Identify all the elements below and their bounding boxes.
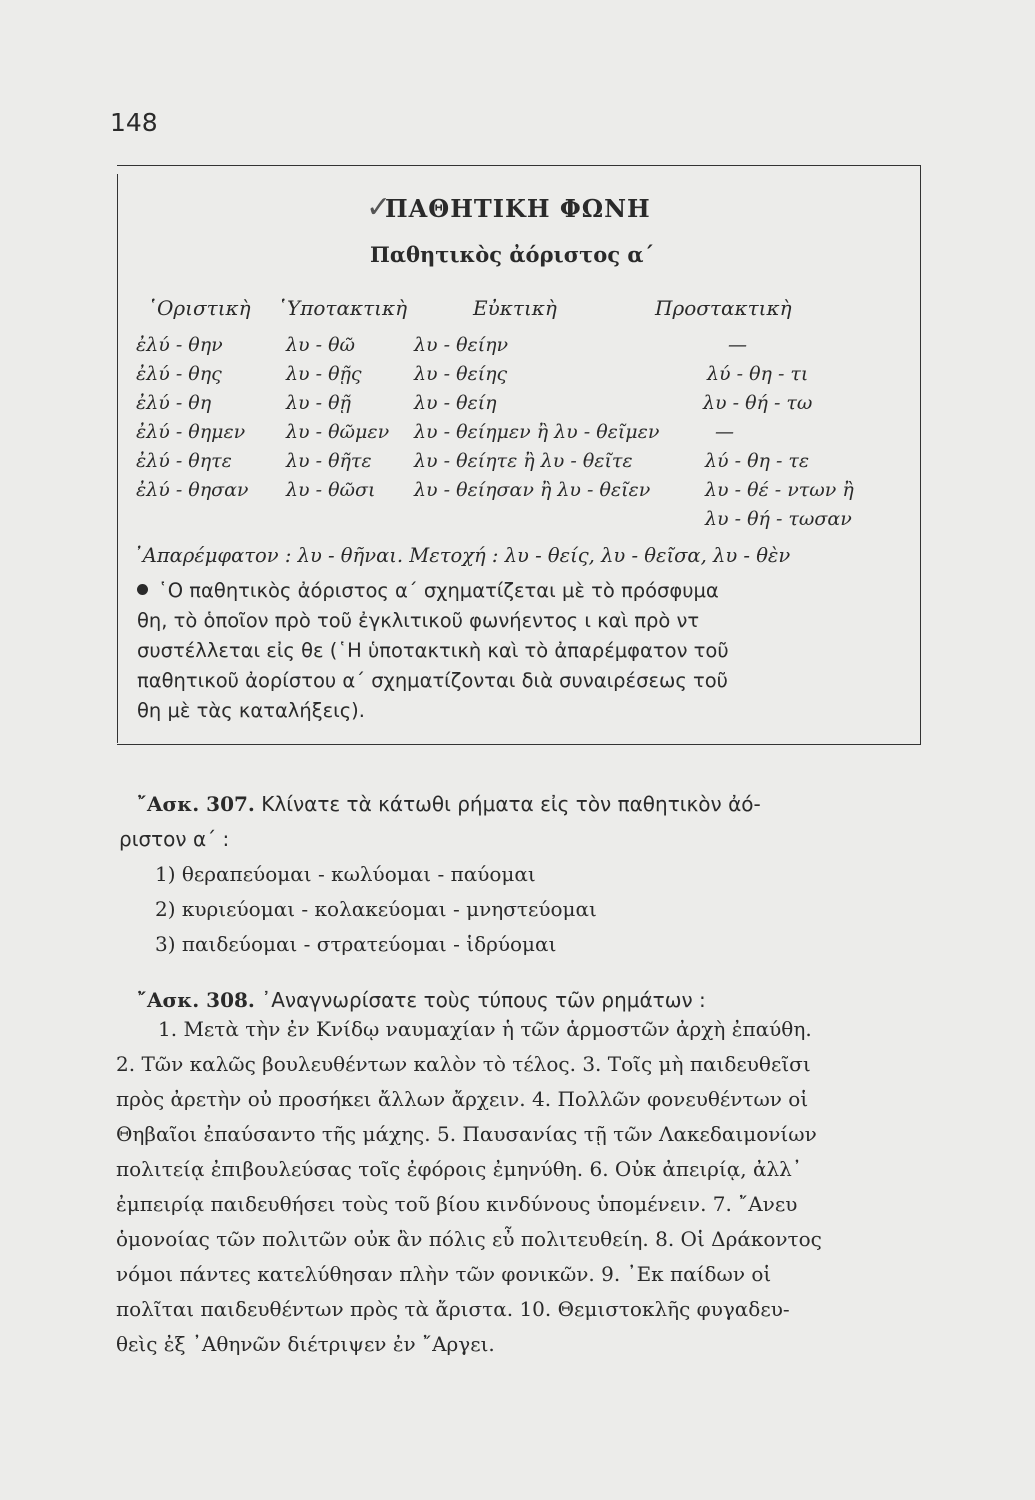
cell-imperative-cont: λυ - θή - τωσαν (705, 508, 852, 530)
cell-imperative: — (728, 334, 747, 356)
check-mark-icon: ✓ (366, 190, 392, 225)
cell-indicative: ἐλύ - θη (136, 392, 212, 414)
note-line: ῾Ο παθητικὸς ἀόριστος α΄ σχηματίζεται μὲ τὸ πρόσφυμα (158, 579, 719, 602)
cell-optative: λυ - θείης (414, 363, 508, 385)
exercise-308-label: ῎Ασκ. 308. (137, 988, 255, 1012)
cell-subjunctive: λυ - θῇ (286, 392, 351, 414)
cell-imperative: λυ - θέ - ντων ἢ (705, 479, 854, 501)
cell-imperative: — (715, 421, 734, 443)
exercise-307-item: 1) θεραπεύομαι - κωλύομαι - παύομαι (155, 862, 536, 886)
text-line: πολῖται παιδευθέντων πρὸς τὰ ἄριστα. 10. Θεμιστοκλῆς φυγαδευ- (116, 1297, 790, 1321)
header-optative: Εὐκτικὴ (473, 296, 557, 320)
box-left-border (117, 174, 118, 743)
cell-indicative: ἐλύ - θης (136, 363, 222, 385)
exercise-308-text (116, 1012, 932, 1362)
cell-optative: λυ - θείην (414, 334, 509, 356)
text-line: ὁμονοίας τῶν πολιτῶν οὐκ ἂν πόλις εὖ πολιτευθείη. 8. Οἱ Δράκοντος (116, 1227, 822, 1251)
cell-subjunctive: λυ - θῶσι (286, 479, 376, 501)
cell-optative: λυ - θείητε ἢ λυ - θεῖτε (414, 450, 633, 472)
bullet-icon (137, 584, 148, 595)
exercise-307-label: ῎Ασκ. 307. (137, 792, 255, 816)
box-subtitle: Παθητικὸς ἀόριστος α΄ (370, 242, 655, 267)
cell-imperative: λυ - θή - τω (703, 392, 813, 414)
cell-subjunctive: λυ - θῶ (286, 334, 356, 356)
note-line: συστέλλεται εἰς θε (῾Η ὑποτακτικὴ καὶ τὸ ἀπαρέμφατον τοῦ (137, 639, 729, 662)
cell-indicative: ἐλύ - θημεν (136, 421, 246, 443)
exercise-307-item: 3) παιδεύομαι - στρατεύομαι - ἱδρύομαι (155, 932, 557, 956)
cell-imperative: λύ - θη - τι (707, 363, 809, 385)
exercise-308-instruction: ᾿Αναγνωρίσατε τοὺς τύπους τῶν ρημάτων : (261, 988, 706, 1012)
text-line: πρὸς ἀρετὴν οὐ προσήκει ἄλλων ἄρχειν. 4. Πολλῶν φονευθέντων οἱ (116, 1087, 809, 1111)
header-imperative: Προστακτικὴ (655, 296, 792, 320)
note-line: παθητικοῦ ἀορίστου α΄ σχηματίζονται διὰ συναιρέσεως τοῦ (137, 669, 728, 692)
infinitive-participle: ᾿Απαρέμφατον : λυ - θῆναι. Μετοχή : λυ - θείς, λυ - θεῖσα, λυ - θὲν (133, 544, 791, 567)
cell-indicative: ἐλύ - θησαν (136, 479, 249, 501)
cell-subjunctive: λυ - θῶμεν (286, 421, 390, 443)
cell-optative: λυ - θείη (414, 392, 497, 414)
grammar-note (137, 576, 907, 726)
box-title: ΠΑΘΗΤΙΚΗ ΦΩΝΗ (385, 194, 651, 223)
cell-subjunctive: λυ - θῆτε (286, 450, 372, 472)
header-indicative: ῾Οριστικὴ (147, 296, 251, 320)
cell-imperative: λύ - θη - τε (705, 450, 810, 472)
cell-indicative: ἐλύ - θητε (136, 450, 232, 472)
text-line: 1. Μετὰ τὴν ἐν Κνίδῳ ναυμαχίαν ἡ τῶν ἁρμοστῶν ἀρχὴ ἐπαύθη. (158, 1017, 812, 1041)
text-line: νόμοι πάντες κατελύθησαν πλὴν τῶν φονικῶν. 9. ᾿Εκ παίδων οἱ (116, 1262, 772, 1286)
cell-subjunctive: λυ - θῇς (286, 363, 362, 385)
exercise-307-instruction: Κλίνατε τὰ κάτωθι ρήματα εἰς τὸν παθητικὸν ἀό- (261, 792, 761, 816)
cell-optative: λυ - θείημεν ἢ λυ - θεῖμεν (414, 421, 660, 443)
text-line: 2. Τῶν καλῶς βουλευθέντων καλὸν τὸ τέλος. 3. Τοῖς μὴ παιδευθεῖσι (116, 1052, 811, 1076)
text-line: θεὶς ἐξ ᾿Αθηνῶν διέτριψεν ἐν ῎Αργει. (116, 1332, 495, 1356)
header-subjunctive: ῾Υποτακτικὴ (277, 296, 408, 320)
cell-optative: λυ - θείησαν ἢ λυ - θεῖεν (414, 479, 651, 501)
exercise-307-instruction-cont: ριστον α΄ : (119, 827, 230, 851)
cell-indicative: ἐλύ - θην (136, 334, 223, 356)
page-number: 148 (110, 108, 158, 137)
text-line: πολιτείᾳ ἐπιβουλεύσας τοῖς ἐφόροις ἐμηνύθη. 6. Οὐκ ἀπειρίᾳ, ἀλλ᾿ (116, 1157, 802, 1181)
exercise-307 (119, 787, 927, 962)
note-line: θη, τὸ ὁποῖον πρὸ τοῦ ἐγκλιτικοῦ φωνήεντος ι καὶ πρὸ ντ (137, 609, 700, 632)
note-line: θη μὲ τὰς καταλήξεις). (137, 699, 365, 722)
text-line: Θηβαῖοι ἐπαύσαντο τῆς μάχης. 5. Παυσανίας τῇ τῶν Λακεδαιμονίων (116, 1122, 817, 1146)
text-line: ἐμπειρίᾳ παιδευθήσει τοὺς τοῦ βίου κινδύνους ὑπομένειν. 7. ῎Ανευ (116, 1192, 798, 1216)
exercise-307-item: 2) κυριεύομαι - κολακεύομαι - μνηστεύομαι (155, 897, 597, 921)
